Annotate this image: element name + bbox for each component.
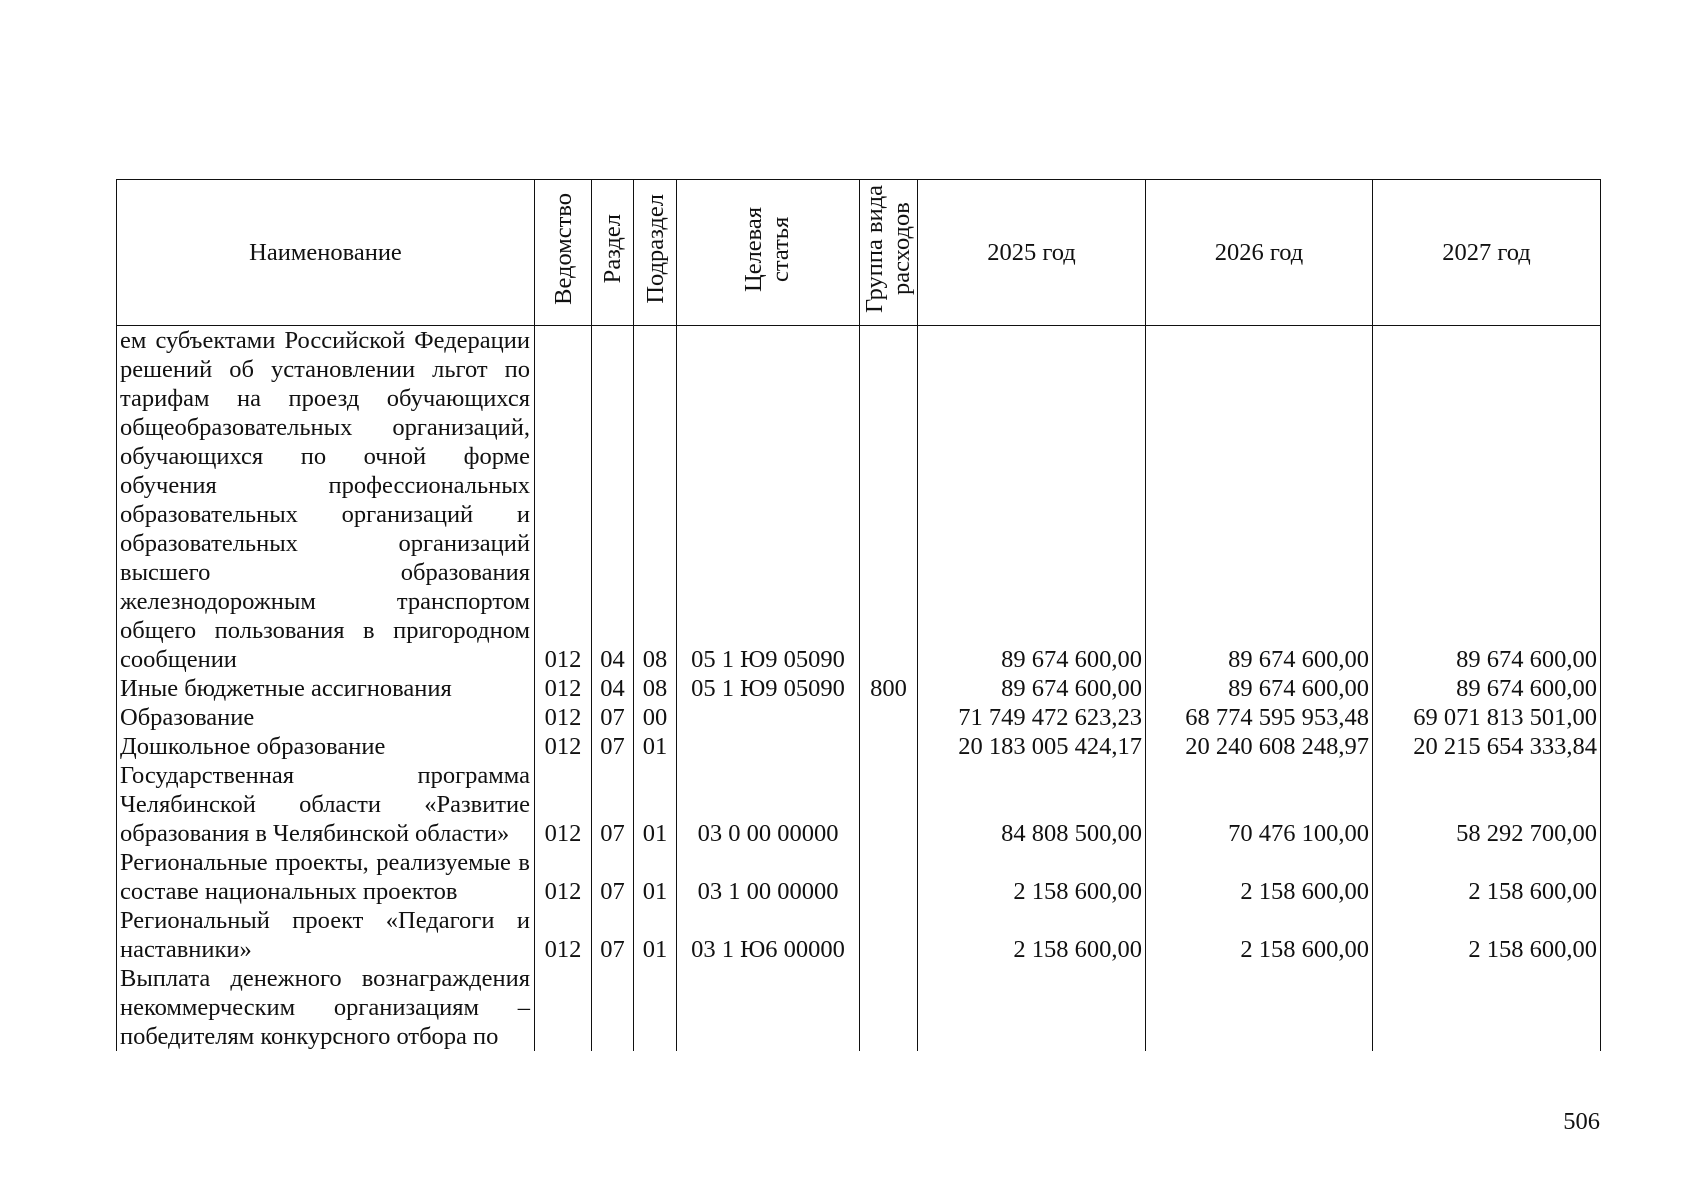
header-2026: 2026 год — [1146, 180, 1373, 326]
cell-2025: 2 158 600,00 — [918, 906, 1146, 964]
header-podrazdel: Подраздел — [634, 180, 677, 326]
cell-2026: 2 158 600,00 — [1146, 906, 1373, 964]
budget-table — [116, 179, 1601, 1051]
cell-name: Региональные проекты, реализуемые в составе национальных проектов — [117, 848, 535, 906]
cell-vedomstvo: 012 — [535, 732, 592, 761]
cell-2026: 70 476 100,00 — [1146, 761, 1373, 848]
header-gruppa-vida-rashodov: Группа вида расходов — [860, 180, 918, 326]
cell-gruppa: 800 — [860, 674, 918, 703]
table-row — [117, 674, 1601, 703]
cell-2026: 20 240 608 248,97 — [1146, 732, 1373, 761]
cell-gruppa — [860, 703, 918, 732]
cell-2025: 89 674 600,00 — [918, 326, 1146, 675]
cell-2025: 71 749 472 623,23 — [918, 703, 1146, 732]
cell-gruppa — [860, 732, 918, 761]
cell-podrazdel: 01 — [634, 732, 677, 761]
cell-celevaya-statya: 03 1 00 00000 — [677, 848, 860, 906]
cell-2025 — [918, 964, 1146, 1051]
cell-celevaya-statya: 03 1 Ю6 00000 — [677, 906, 860, 964]
page-number: 506 — [1563, 1108, 1600, 1135]
table-row — [117, 732, 1601, 761]
cell-celevaya-statya — [677, 703, 860, 732]
cell-2026: 89 674 600,00 — [1146, 674, 1373, 703]
cell-name: Образование — [117, 703, 535, 732]
header-name: Наименование — [117, 180, 535, 326]
cell-name: ем субъектами Российской Федерации решений об установлении льгот по тарифам на проезд обучающихся общеобразовательных организаций, обучающихся по очной форме обучения профессиональных образовательных организаций и образовательных организаций высшего образования железнодорожным транспортом общего пользования в пригородном сообщении — [117, 326, 535, 675]
cell-razdel: 07 — [592, 703, 634, 732]
cell-vedomstvo: 012 — [535, 703, 592, 732]
header-vedomstvo: Ведомство — [535, 180, 592, 326]
cell-2027: 2 158 600,00 — [1373, 906, 1601, 964]
cell-name: Выплата денежного вознаграждения некоммерческим организациям – победителям конкурсного отбора по — [117, 964, 535, 1051]
cell-2027 — [1373, 964, 1601, 1051]
cell-gruppa — [860, 761, 918, 848]
table-header-row — [117, 180, 1601, 326]
cell-2027: 58 292 700,00 — [1373, 761, 1601, 848]
cell-gruppa — [860, 964, 918, 1051]
cell-celevaya-statya — [677, 732, 860, 761]
cell-2027: 89 674 600,00 — [1373, 674, 1601, 703]
cell-2026: 89 674 600,00 — [1146, 326, 1373, 675]
header-celevaya-statya: Целевая статья — [677, 180, 860, 326]
cell-name: Региональный проект «Педагоги и наставники» — [117, 906, 535, 964]
cell-celevaya-statya: 03 0 00 00000 — [677, 761, 860, 848]
cell-razdel: 07 — [592, 732, 634, 761]
cell-vedomstvo: 012 — [535, 848, 592, 906]
table-body — [117, 326, 1601, 1052]
cell-celevaya-statya — [677, 964, 860, 1051]
cell-razdel: 07 — [592, 761, 634, 848]
cell-razdel: 04 — [592, 674, 634, 703]
cell-name: Государственная программа Челябинской области «Развитие образования в Челябинской области» — [117, 761, 535, 848]
table-row — [117, 906, 1601, 964]
cell-2027: 89 674 600,00 — [1373, 326, 1601, 675]
cell-celevaya-statya: 05 1 Ю9 05090 — [677, 326, 860, 675]
cell-2025: 84 808 500,00 — [918, 761, 1146, 848]
cell-podrazdel: 01 — [634, 906, 677, 964]
cell-vedomstvo: 012 — [535, 761, 592, 848]
cell-2027: 20 215 654 333,84 — [1373, 732, 1601, 761]
cell-2026 — [1146, 964, 1373, 1051]
table-row — [117, 964, 1601, 1051]
table-row — [117, 761, 1601, 848]
table-row — [117, 848, 1601, 906]
header-2027: 2027 год — [1373, 180, 1601, 326]
cell-podrazdel — [634, 964, 677, 1051]
cell-gruppa — [860, 326, 918, 675]
cell-gruppa — [860, 906, 918, 964]
cell-2027: 69 071 813 501,00 — [1373, 703, 1601, 732]
cell-podrazdel: 01 — [634, 761, 677, 848]
cell-2026: 2 158 600,00 — [1146, 848, 1373, 906]
cell-vedomstvo: 012 — [535, 906, 592, 964]
cell-podrazdel: 08 — [634, 674, 677, 703]
cell-2026: 68 774 595 953,48 — [1146, 703, 1373, 732]
cell-razdel: 07 — [592, 848, 634, 906]
cell-razdel — [592, 964, 634, 1051]
cell-name: Иные бюджетные ассигнования — [117, 674, 535, 703]
cell-vedomstvo: 012 — [535, 674, 592, 703]
cell-vedomstvo: 012 — [535, 326, 592, 675]
cell-razdel: 07 — [592, 906, 634, 964]
cell-podrazdel: 01 — [634, 848, 677, 906]
cell-2025: 20 183 005 424,17 — [918, 732, 1146, 761]
table-row — [117, 326, 1601, 675]
cell-gruppa — [860, 848, 918, 906]
cell-podrazdel: 00 — [634, 703, 677, 732]
cell-podrazdel: 08 — [634, 326, 677, 675]
cell-razdel: 04 — [592, 326, 634, 675]
header-2025: 2025 год — [918, 180, 1146, 326]
header-razdel: Раздел — [592, 180, 634, 326]
cell-vedomstvo — [535, 964, 592, 1051]
cell-2025: 89 674 600,00 — [918, 674, 1146, 703]
cell-2025: 2 158 600,00 — [918, 848, 1146, 906]
cell-2027: 2 158 600,00 — [1373, 848, 1601, 906]
table-row — [117, 703, 1601, 732]
cell-name: Дошкольное образование — [117, 732, 535, 761]
cell-celevaya-statya: 05 1 Ю9 05090 — [677, 674, 860, 703]
